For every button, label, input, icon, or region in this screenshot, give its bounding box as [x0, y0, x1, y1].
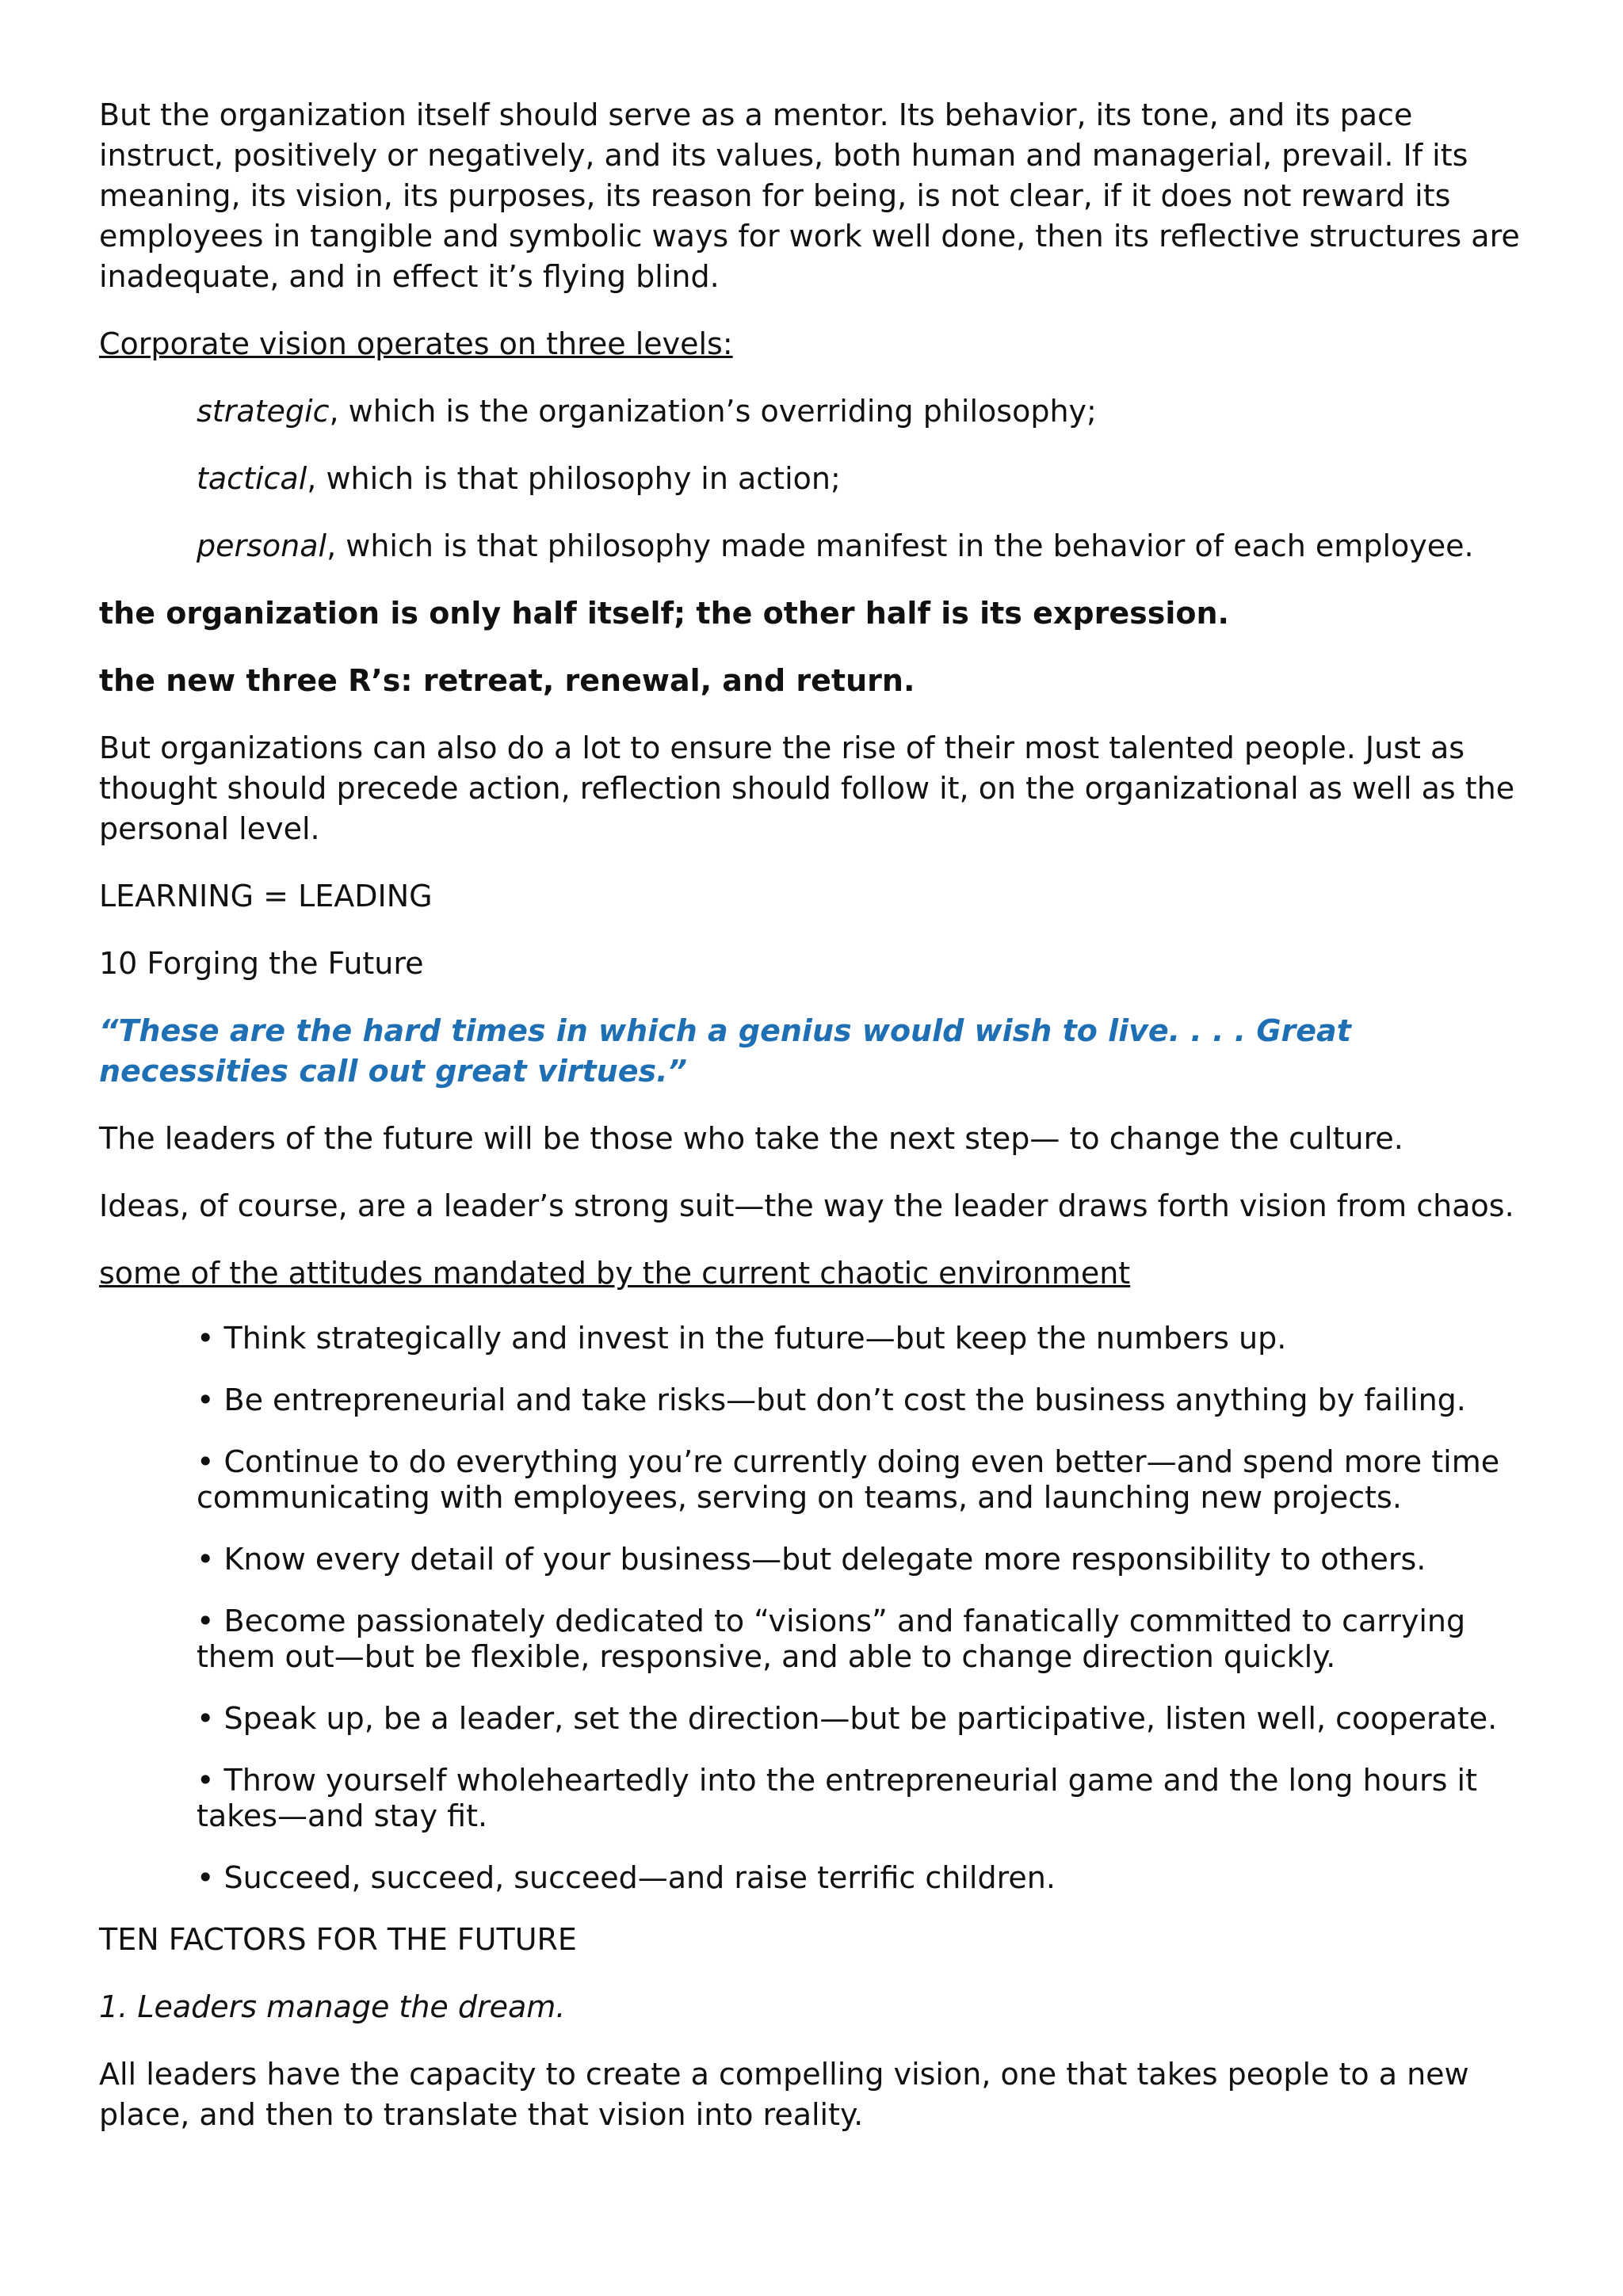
learning-leading-heading: LEARNING = LEADING [99, 879, 433, 913]
chapter-title: 10 Forging the Future [99, 946, 424, 981]
level-term: tactical [197, 461, 307, 496]
paragraph-talented: But organizations can also do a lot to ensure the rise of their most talented people. Just as thought should precede action, reflection should follow it, on the organizational as well as the personal level. [99, 730, 1515, 846]
list-item: • Think strategically and invest in the future—but keep the numbers up. [197, 1321, 1287, 1356]
list-item: • Succeed, succeed, succeed—and raise terrific children. [197, 1860, 1056, 1895]
level-term: strategic [197, 394, 330, 429]
list-item: • Become passionately dedicated to “visions” and fanatically committed to carrying them out—but be flexible, responsive, and able to change direction quickly. [197, 1604, 1466, 1674]
list-item: • Know every detail of your business—but delegate more responsibility to others. [197, 1542, 1426, 1577]
factor-1-heading [99, 1987, 1528, 2027]
chapter-epigraph-quote: “These are the hard times in which a genius would wish to live. . . . Great necessities call out great virtues.” [99, 1013, 1351, 1089]
factor-1-text: All leaders have the capacity to create a compelling vision, one that takes people to a new place, and then to translate that vision into reality. [99, 2057, 1469, 2132]
level-description: , which is that philosophy made manifest in the behavior of each employee. [327, 528, 1474, 563]
paragraph-ideas: Ideas, of course, are a leader’s strong suit—the way the leader draws forth vision from chaos. [99, 1188, 1514, 1223]
three-rs-statement: the new three R’s: retreat, renewal, and return. [99, 663, 915, 698]
attitudes-list [99, 1321, 1528, 1896]
factor-1-title: 1. Leaders manage the dream. [99, 1989, 566, 2024]
list-item: • Continue to do everything you’re currently doing even better—and spend more time communicating with employees, serving on teams, and launching new projects. [197, 1444, 1500, 1515]
level-description: , which is the organization’s overriding philosophy; [329, 394, 1097, 429]
level-description: , which is that philosophy in action; [307, 461, 841, 496]
level-strategic [99, 391, 1528, 432]
half-itself-statement: the organization is only half itself; the other half is its expression. [99, 596, 1229, 631]
attitudes-heading: some of the attitudes mandated by the current chaotic environment [99, 1256, 1131, 1291]
level-tactical [99, 459, 1528, 499]
list-item: • Be entrepreneurial and take risks—but don’t cost the business anything by failing. [197, 1383, 1466, 1417]
level-term: personal [197, 528, 327, 563]
ten-factors-heading: TEN FACTORS FOR THE FUTURE [99, 1922, 577, 1957]
vision-levels-heading: Corporate vision operates on three levels: [99, 326, 733, 361]
list-item: • Throw yourself wholeheartedly into the entrepreneurial game and the long hours it takes—and stay fit. [197, 1763, 1478, 1833]
paragraph-next-step: The leaders of the future will be those who take the next step— to change the culture. [99, 1121, 1403, 1156]
level-personal [99, 526, 1528, 566]
paragraph-mentor: But the organization itself should serve as a mentor. Its behavior, its tone, and its pace instruct, positively or negatively, and its values, both human and managerial, prevail. If its meaning, its vision, its purposes, its reason for being, is not clear, if it does not reward its employees in tangible and symbolic ways for work well done, then its reflective structures are inadequate, and in effect it’s flying blind. [99, 97, 1520, 294]
list-item: • Speak up, be a leader, set the direction—but be participative, listen well, cooperate. [197, 1701, 1498, 1736]
